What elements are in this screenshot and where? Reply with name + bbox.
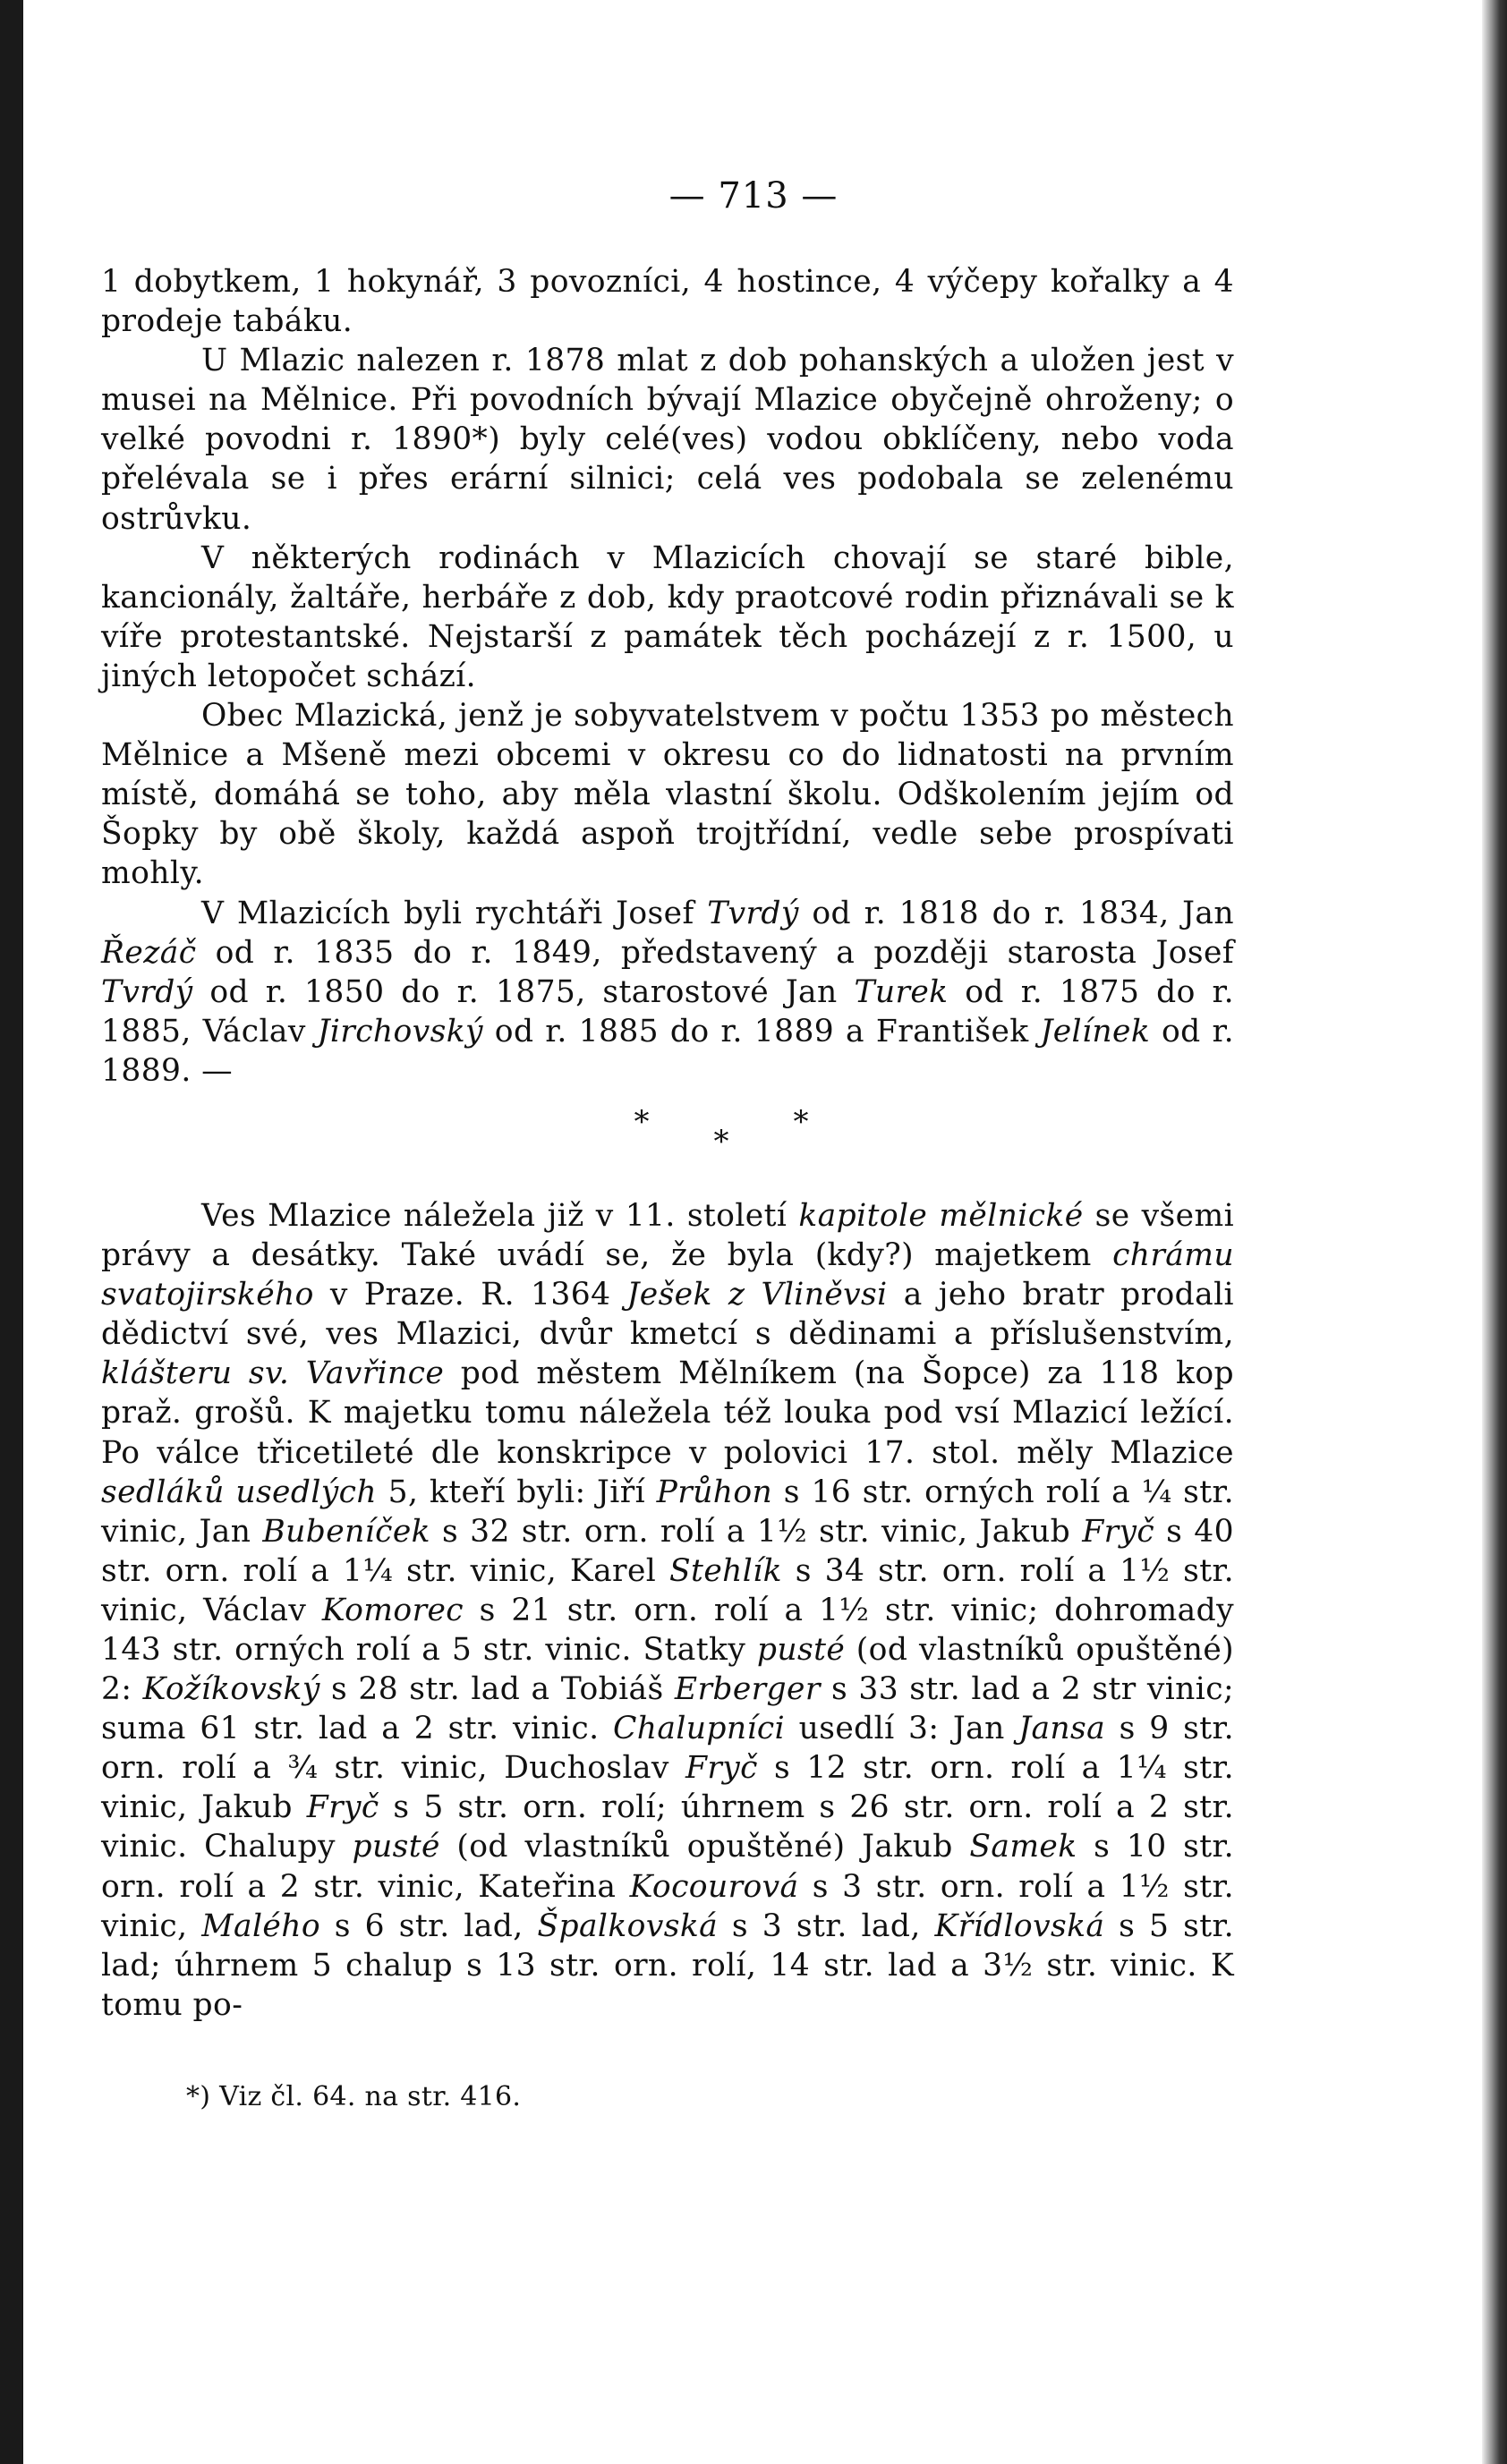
asterisk: * (713, 1124, 794, 1160)
text-run: od r. 1818 do r. 1834, Jan (798, 895, 1234, 931)
paragraph-history (101, 1196, 1234, 2025)
text-run: s 28 str. lad a Tobiáš (319, 1671, 675, 1708)
scan-left-edge (0, 0, 23, 2464)
text-run: s 32 str. orn. rolí a 1½ str. vinic, Jakub (430, 1513, 1083, 1550)
text-run: s 10 str. orn. rolí a 2 str. vinic, Kateřina (101, 1829, 1235, 1905)
italic-term: pusté (756, 1632, 846, 1668)
text-run: 5, kteří byli: Jiří (377, 1474, 657, 1510)
italic-term: Chalupníci (612, 1711, 786, 1747)
page-number: — 713 — (668, 175, 839, 217)
section-separator-asterisks (0, 1104, 1507, 1160)
italic-term: Kožíkovský (142, 1671, 320, 1708)
paragraph-livestock: 1 dobytkem, 1 hokynář, 3 povozníci, 4 hostince, 4 výčepy kořalky a 4 prodeje tabáku. (101, 264, 1234, 340)
asterisk: * (793, 1104, 873, 1140)
italic-term: Špalkovská (537, 1907, 719, 1944)
italic-term: sedláků usedlých (101, 1474, 378, 1510)
paragraph-school: Obec Mlazická, jenž je sobyvatelstvem v počtu 1353 po městech Mělnice a Mšeně mezi obcemi v okresu co do lidnatosti na prvním místě, domáhá se toho, aby měla vlastní školu. Odškolením jejím od Šopky by obě školy, každá aspoň trojtřídní, vedle sebe prospívati mohly. (101, 698, 1234, 892)
text-run: Ves Mlazice náležela již v 11. století (201, 1197, 799, 1234)
text-run: od r. 1875 do r. 1885, Václav (101, 973, 1235, 1049)
paragraph-bibles: V některých rodinách v Mlazicích chovají se staré bible, kancionály, žaltáře, herbáře z dob, kdy praotcové rodin přiznávali se k víře protestantské. Nejstarší z památek těch pocházejí z r. 1500, u jiných letopočet schází. (101, 540, 1234, 694)
text-run: s 9 str. orn. rolí a ¾ str. vinic, Duchoslav (101, 1711, 1234, 1787)
text-run: od r. 1889. — (101, 1013, 1234, 1089)
italic-term: Jansa (1018, 1711, 1106, 1747)
italic-term: Samek (969, 1829, 1077, 1865)
italic-term: kapitole mělnické (798, 1197, 1084, 1234)
italic-term: Malého (201, 1907, 320, 1944)
italic-term: Stehlík (669, 1552, 782, 1589)
text-run: (od vlastníků opuštěné) Jakub (439, 1829, 970, 1865)
italic-term: pusté (352, 1829, 440, 1865)
italic-term: Bubeníček (262, 1513, 430, 1550)
footnote: *) Viz čl. 64. na str. 416. (186, 2081, 522, 2112)
person-name: Jelínek (1040, 1013, 1151, 1049)
text-run: od r. 1885 do r. 1889 a František (482, 1013, 1041, 1049)
italic-term: chrámu svatojirského (101, 1237, 1234, 1313)
italic-term: Erberger (674, 1671, 821, 1708)
text-run: s 40 str. orn. rolí a 1¼ str. vinic, Karel (101, 1513, 1234, 1589)
text-run: s 3 str. orn. rolí a 1½ str. vinic, (101, 1868, 1234, 1944)
italic-term: klášteru sv. Vavřince (101, 1355, 445, 1392)
person-name: Turek (854, 973, 949, 1010)
text-run: od r. 1835 do r. 1849, představený a později starosta Josef (196, 934, 1234, 971)
italic-term: Průhon (656, 1474, 773, 1510)
page-body (101, 262, 1234, 2025)
italic-term: Křídlovská (934, 1907, 1105, 1944)
text-run: s 5 str. orn. rolí; úhrnem s 26 str. orn. rolí a 2 str. vinic. Chalupy (101, 1789, 1234, 1865)
italic-term: Ješek z Vliněvsi (626, 1277, 888, 1313)
italic-term: Komorec (321, 1592, 464, 1628)
person-name: Tvrdý (707, 895, 799, 931)
text-run: s 33 str. lad a 2 str vinic; suma 61 str. lad a 2 str. vinic. (101, 1671, 1234, 1747)
italic-term: Kocourová (629, 1868, 799, 1905)
person-name: Řezáč (101, 934, 197, 971)
text-run: s 5 str. lad; úhrnem 5 chalup s 13 str. orn. rolí, 14 str. lad a 3½ str. vinic. K tomu po- (101, 1907, 1234, 2023)
text-run: s 16 str. orných rolí a ¼ str. vinic, Jan (101, 1474, 1234, 1550)
text-run: V Mlazicích byli rychtáři Josef (201, 895, 708, 931)
text-run: se všemi právy a desátky. Také uvádí se, že byla (kdy?) majetkem (101, 1197, 1234, 1274)
paragraph-mayors (101, 894, 1234, 1091)
asterisk: * (634, 1104, 714, 1140)
text-run: (od vlastníků opuštěné) 2: (101, 1632, 1234, 1708)
text-run: s 21 str. orn. rolí a 1½ str. vinic; dohromady 143 str. orných rolí a 5 str. vinic. Statky (101, 1592, 1234, 1668)
text-run: pod městem Mělníkem (na Šopce) za 118 kop praž. grošů. K majetku tomu náležela též louka pod vsí Mlazicí ležící. Po válce třicetileté dle konskripce v polovici 17. stol. měly Mlazice (101, 1355, 1234, 1471)
text-run: od r. 1850 do r. 1875, starostové Jan (192, 973, 855, 1010)
italic-term: Fryč (1082, 1513, 1155, 1550)
italic-term: Fryč (685, 1750, 758, 1787)
text-run: a jeho bratr prodali dědictví své, ves Mlazici, dvůr kmetcí s dědinami a příslušenstvím, (101, 1277, 1234, 1353)
text-run: s 34 str. orn. rolí a 1½ str. vinic, Václav (101, 1552, 1234, 1628)
text-run: s 6 str. lad, (320, 1907, 538, 1944)
scan-right-edge (1482, 0, 1507, 2464)
person-name: Jirchovský (317, 1013, 483, 1049)
person-name: Tvrdý (101, 973, 193, 1010)
italic-term: Fryč (306, 1789, 379, 1826)
text-run: usedlí 3: Jan (785, 1711, 1019, 1747)
paragraph-flood: U Mlazic nalezen r. 1878 mlat z dob pohanských a uložen jest v musei na Mělnice. Při povodních bývají Mlazice obyčejně ohroženy; o velké povodni r. 1890*) byly celé(ves) vodou obklíčeny, nebo voda přelévala se i přes erární silnici; celá ves podobala se zelenému ostrůvku. (101, 343, 1234, 537)
text-run: s 3 str. lad, (718, 1907, 935, 1944)
text-run: v Praze. R. 1364 (313, 1277, 627, 1313)
text-run: s 12 str. orn. rolí a 1¼ str. vinic, Jakub (101, 1750, 1234, 1826)
